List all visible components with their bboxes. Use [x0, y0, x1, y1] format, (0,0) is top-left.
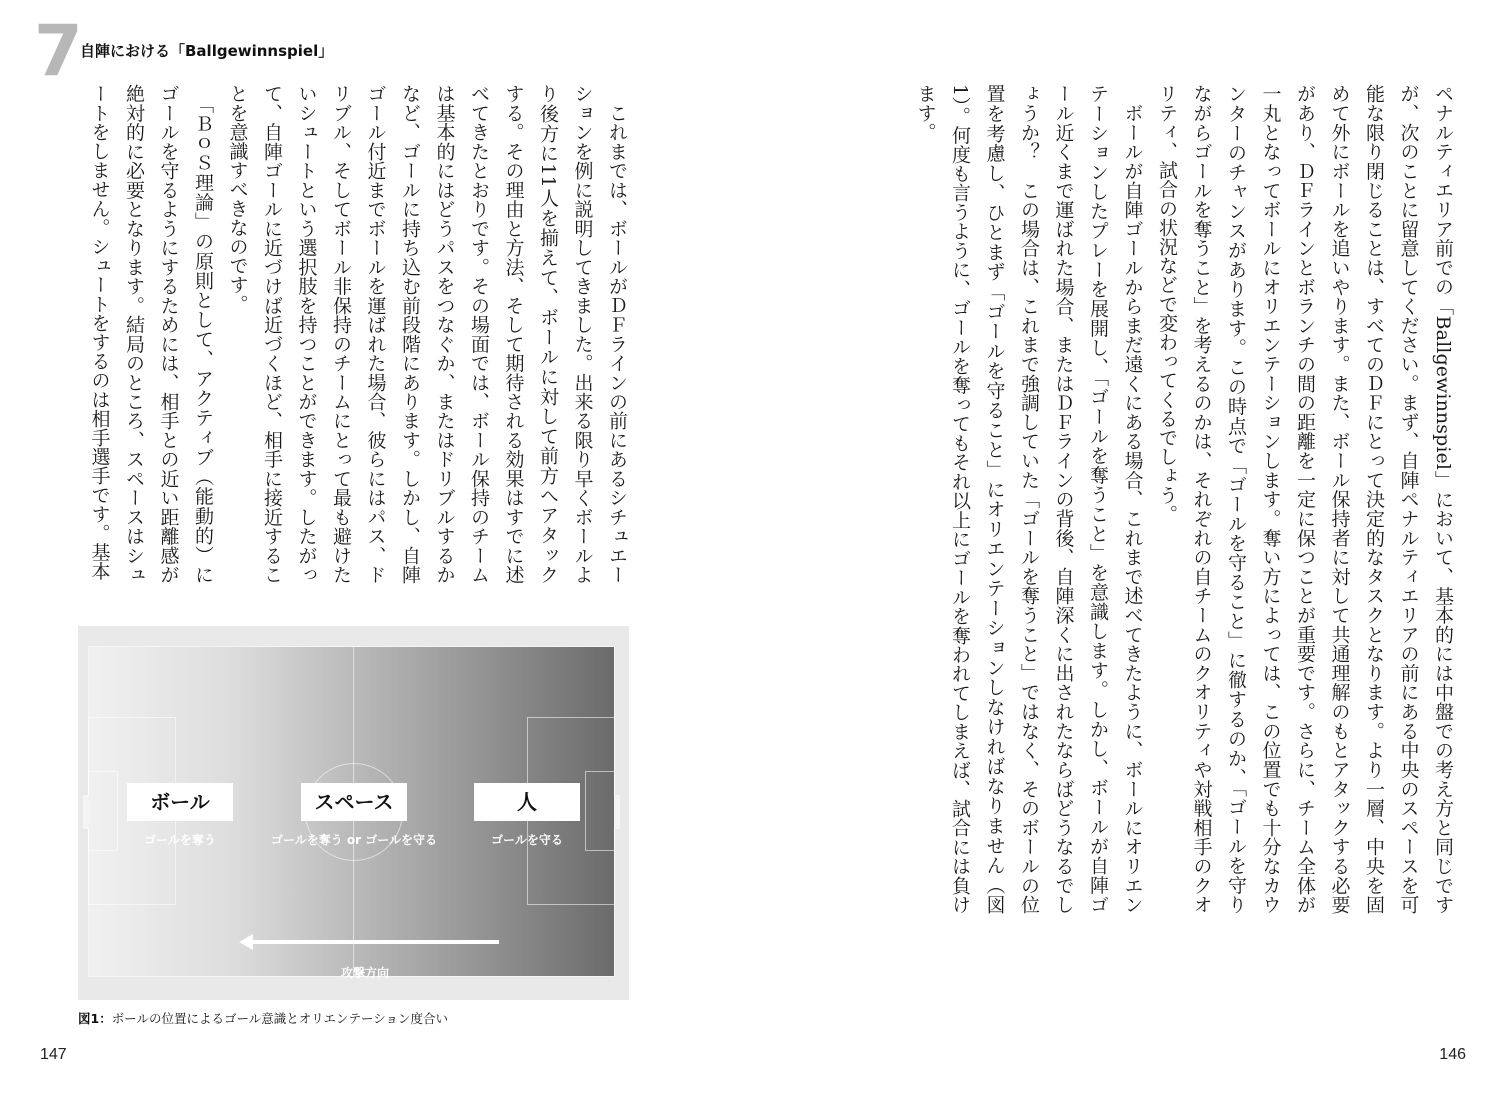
label-sub-ball: ゴールを奪う — [144, 833, 216, 847]
left-goal-area — [88, 771, 118, 851]
attack-direction-label: 攻撃方向 — [341, 966, 390, 980]
chapter-number: 7 — [34, 10, 81, 92]
page-number-left: 147 — [40, 1046, 67, 1063]
right-goal — [614, 795, 620, 829]
left-goal — [83, 795, 89, 829]
label-box-person: 人 — [474, 783, 580, 821]
right-body-text: ペナルティエリア前での「Ballgewinnspiel」において、基本的には中盤での考え方と同じですが、次のことに留意してください。まず、自陣ペナルティエリアの前にある中央のスペースを可能な限り閉じることは、すべてのＤＦにとって決定的なタスクとなります。より一層、中央を固めて外にボールを追いやります。また、ボール保持者に対して共通理解のもとアタックする必要があり、ＤＦラインとボランチの間の距離を一定に保つことが重要です。さらに、チーム全体が一丸となってボールにオリエンテーションします。奪い方によっては、この位置でも十分なカウンターのチャンスがあります。この時点で「ゴールを守ること」に徹するのか、「ゴールを守りながらゴールを奪うこと」を考えるのかは、それぞれの自チームのクオリティや対戦相手のクオリティ、試合の状況などで変わってくるでしょう。 ボールが自陣ゴールからまだ遠くにある場合、これまで述べてきたように、ボールにオリエンテーションしたプレーを展開し、「ゴールを奪うこと」を意識します。しかし、ボールが自陣ゴール近くまで運ばれた場合、またはＤＦラインの背後、自陣深くに出されたならばどうなるでしょうか？ この場合は、これまで強調していた「ゴールを奪うこと」ではなく、そのボールの位置を考慮し、ひとまず「ゴールを守ること」にオリエンテーションしなければなりません（図1）。何度も言うように、ゴールを奪ってもそれ以上にゴールを奪われてしまえば、試合には負けます。 — [914, 84, 1454, 914]
page-number-right: 146 — [1439, 1046, 1466, 1063]
right-page — [755, 0, 1510, 1110]
label-sub-person: ゴールを守る — [491, 833, 563, 847]
label-box-space: スペース — [301, 783, 407, 821]
label-sub-space: ゴールを奪う or ゴールを守る — [270, 833, 438, 847]
left-body-text: これまでは、ボールがＤＦラインの前にあるシチュエーションを例に説明してきました。出来る限り早くボールより後方に11人を揃えて、ボールに対して前方へアタックする。その理由と方法、そして期待される効果はすでに述べてきたとおりです。その場面では、ボール保持のチームは基本的にはどうパスをつなぐか、またはドリブルするかなど、ゴールに持ち込む前段階にあります。しかし、自陣ゴール付近までボールを運ばれた場合、彼らにはパス、ドリブル、そしてボール非保持のチームにとって最も避けたいシュートという選択肢を持つことができます。したがって、自陣ゴールに近づけば近づくほど、相手に接近することを意識すべきなのです。 「ＢｏＳ理論」の原則として、アクティブ（能動的）にゴールを守るようにするためには、相手との近い距離感が絶対的に必要となります。結局のところ、スペースはシュートをしません。シュートをするのは相手選手です。基本 — [88, 84, 628, 584]
chapter-title: 自陣における「Ballgewinnspiel」 — [80, 42, 334, 60]
label-box-ball: ボール — [127, 783, 233, 821]
figure-caption-label: 図1： — [78, 1011, 112, 1026]
attack-direction-arrow — [251, 940, 499, 944]
figure-caption-text: ボールの位置によるゴール意識とオリエンテーション度合い — [111, 1011, 448, 1026]
figure-1 — [78, 626, 629, 1000]
figure-caption — [78, 1009, 448, 1027]
soccer-pitch-diagram — [88, 646, 615, 980]
